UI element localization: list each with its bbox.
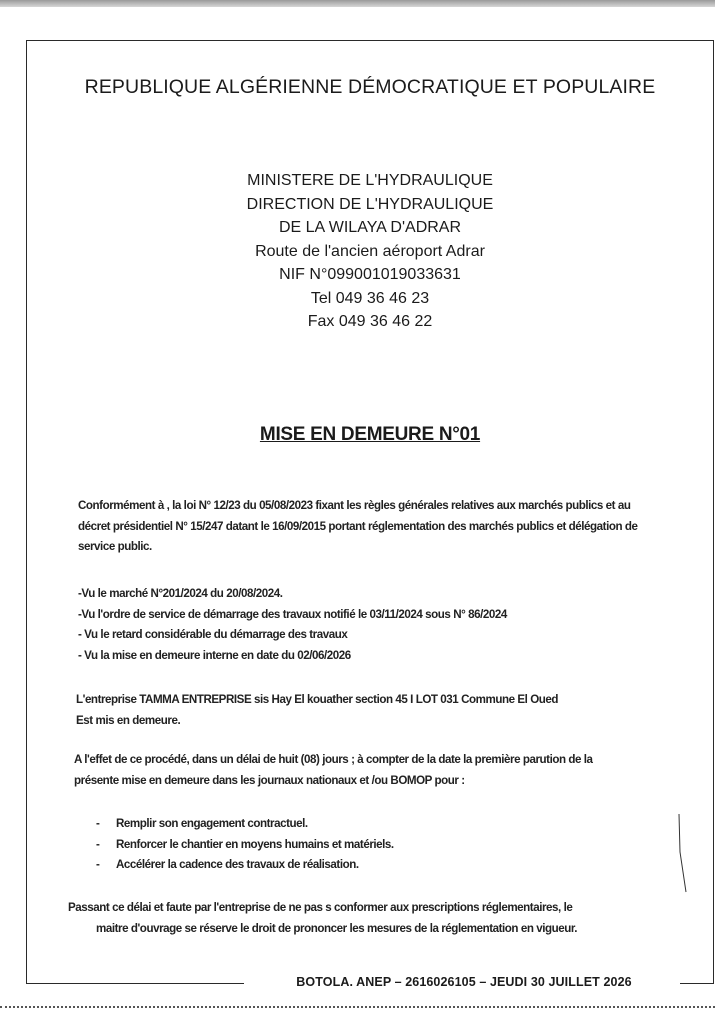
closing-line: Passant ce délai et faute par l'entreprise de ne pas s conformer aux prescriptions réglementaires, le <box>68 901 573 914</box>
frame-bottom-rule-right <box>680 983 714 984</box>
intro-paragraph: Conformément à , la loi N° 12/23 du 05/08/2023 fixant les règles générales relatives aux marchés publics et au décret présidentiel N° 15/247 datant le 16/09/2015 portant réglementation des marchés publics et délégation de service public. <box>78 499 638 553</box>
publication-footer: BOTOLA. ANEP – 2616026105 – JEUDI 30 JUILLET 2026 <box>296 975 632 989</box>
enterprise-paragraph <box>76 690 676 731</box>
consideration-item: -Vu l'ordre de service de démarrage des travaux notifié le 03/11/2024 sous N° 86/2024 <box>78 607 507 621</box>
ministry-line: DE LA WILAYA D'ADRAR <box>278 219 462 236</box>
closing-line: maitre d'ouvrage se réserve le droit de prononcer les mesures de la réglementation en vigueur. <box>96 921 578 935</box>
obligations-list <box>96 814 394 876</box>
closing-paragraph <box>68 898 668 939</box>
consideration-item: - Vu le retard considérable du démarrage des travaux <box>78 628 348 641</box>
enterprise-line: L'entreprise TAMMA ENTREPRISE sis Hay El kouather section 45 I LOT 031 Commune El Oued <box>76 693 559 706</box>
considerations-list <box>78 584 668 666</box>
obligation-item: - Accélérer la cadence des travaux de réalisation. <box>96 855 394 876</box>
tel-line: Tel 049 36 46 23 <box>310 289 430 307</box>
enterprise-line: Est mis en demeure. <box>76 713 181 727</box>
effect-paragraph <box>74 750 674 791</box>
ministry-block <box>26 169 714 334</box>
ministry-line: DIRECTION DE L'HYDRAULIQUE <box>246 195 494 213</box>
effect-line: présente mise en demeure dans les journaux nationaux et /ou BOMOP pour : <box>74 773 465 787</box>
dotted-separator <box>0 1006 715 1008</box>
nif-line: NIF N°099001019033631 <box>279 266 461 283</box>
obligation-item: - Renforcer le chantier en moyens humains et matériels. <box>96 835 394 856</box>
obligation-item: - Remplir son engagement contractuel. <box>96 814 394 835</box>
consideration-item: - Vu la mise en demeure interne en date du 02/06/2026 <box>78 648 351 662</box>
notice-title: MISE EN DEMEURE N°01 <box>259 424 481 445</box>
pen-stroke-mark <box>678 812 688 894</box>
page-top-edge <box>0 0 715 7</box>
consideration-item: -Vu le marché N°201/2024 du 20/08/2024. <box>78 587 283 600</box>
frame-bottom-rule-left <box>26 983 244 984</box>
effect-line: A l'effet de ce procédé, dans un délai de huit (08) jours ; à compter de la date la première parution de la <box>74 753 593 766</box>
address-line: Route de l'ancien aéroport Adrar <box>255 242 485 260</box>
ministry-line: MINISTERE DE L'HYDRAULIQUE <box>247 172 493 189</box>
republic-heading: REPUBLIQUE ALGÉRIENNE DÉMOCRATIQUE ET POPULAIRE <box>84 76 656 98</box>
fax-line: Fax 049 36 46 22 <box>307 313 433 330</box>
